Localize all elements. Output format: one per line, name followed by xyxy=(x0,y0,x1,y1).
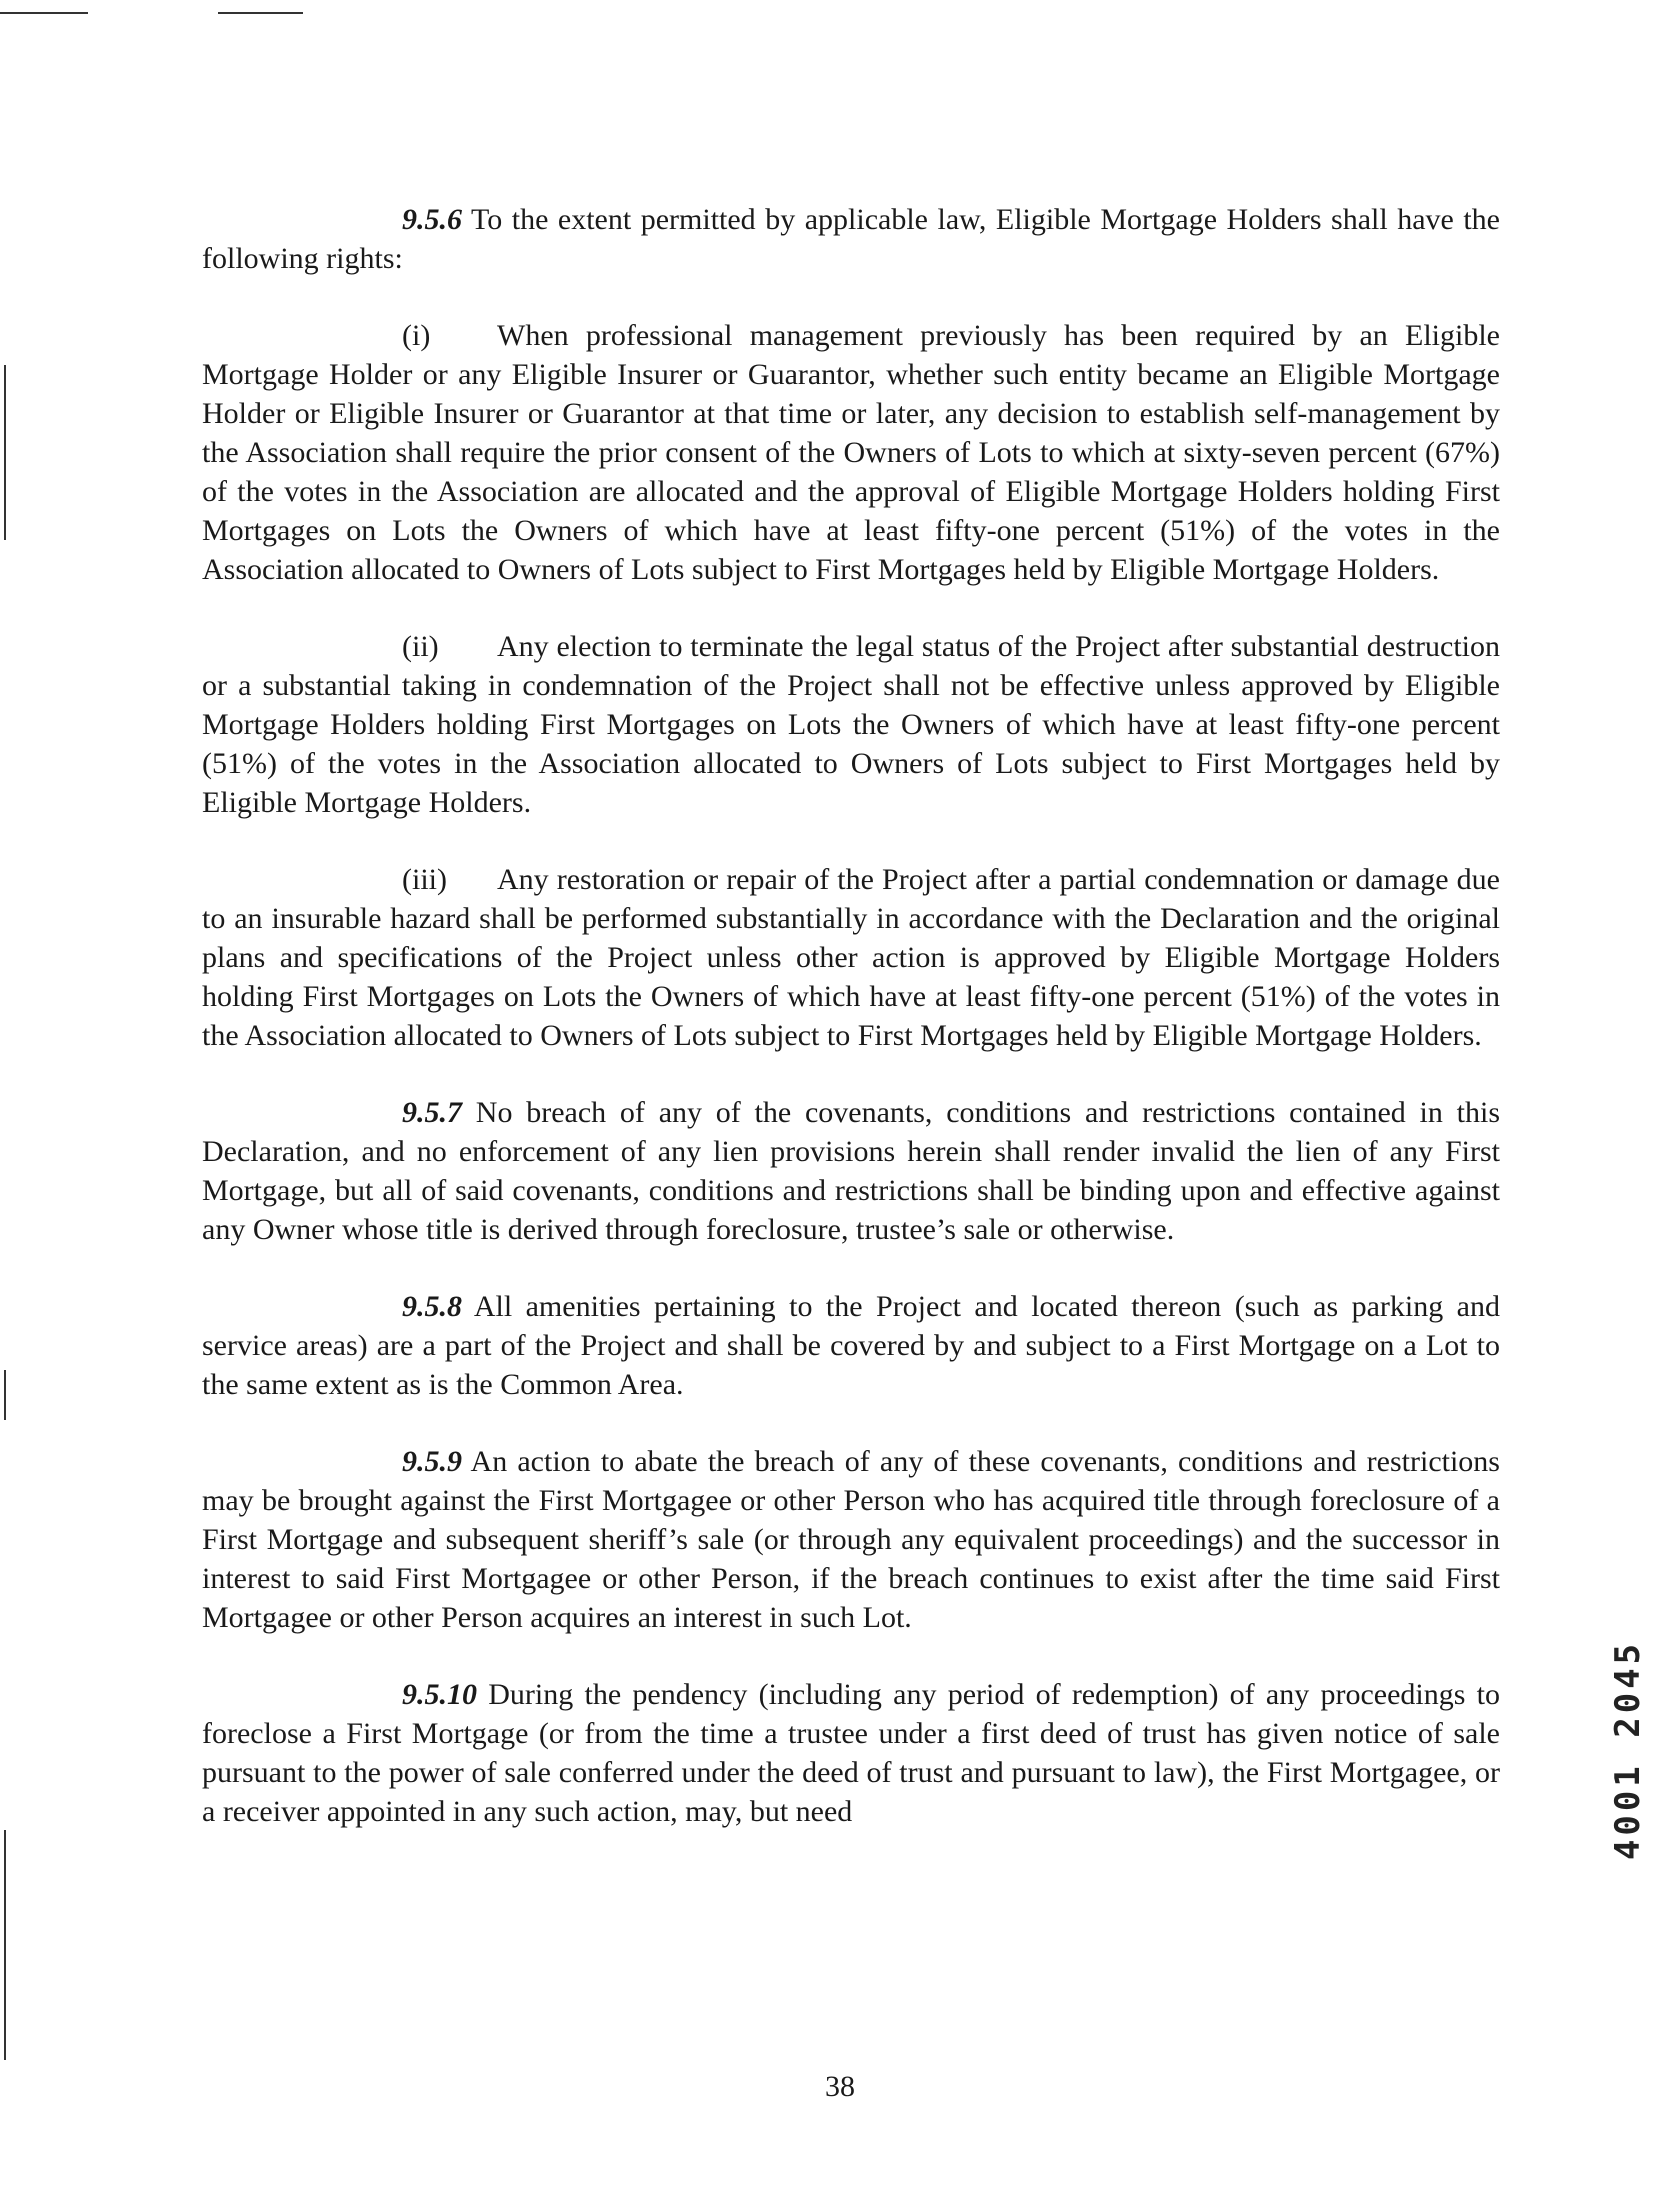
scan-mark-top xyxy=(218,12,303,14)
subsection-i xyxy=(202,316,1500,589)
subsection-text: Any election to terminate the legal status of the Project after substantial destruction or a substantial taking in condemnation of the Project shall not be effective unless approved by Eligible Mortgage Holders holding First Mortgages on Lots the Owners of which have at least fifty-one percent (51%) of the votes in the Association allocated to Owners of Lots subject to First Mortgages held by Eligible Mortgage Holders. xyxy=(202,630,1500,819)
scan-mark-left-1 xyxy=(4,365,6,540)
subsection-text: When professional management previously has been required by an Eligible Mortgage Holder or any Eligible Insurer or Guarantor, whether such entity became an Eligible Mortgage Holder or Eligible Insurer or Guarantor at that time or later, any decision to establish self-management by the Association shall require the prior consent of the Owners of Lots to which at sixty-seven percent (67%) of the votes in the Association are allocated and the approval of Eligible Mortgage Holders holding First Mortgages on Lots the Owners of which have at least fifty-one percent (51%) of the votes in the Association allocated to Owners of Lots subject to First Mortgages held by Eligible Mortgage Holders. xyxy=(202,319,1500,586)
subsection-number: (ii) xyxy=(402,630,439,663)
section-9-5-6 xyxy=(202,200,1500,278)
section-text: To the extent permitted by applicable law, Eligible Mortgage Holders shall have the following rights: xyxy=(202,203,1500,275)
section-number: 9.5.9 xyxy=(402,1445,462,1478)
scan-mark-left-2 xyxy=(4,1370,6,1420)
subsection-number: (iii) xyxy=(402,863,447,896)
section-9-5-8 xyxy=(202,1287,1500,1404)
section-9-5-10 xyxy=(202,1675,1500,1831)
subsection-ii xyxy=(202,627,1500,822)
section-text: An action to abate the breach of any of these covenants, conditions and restrictions may be brought against the First Mortgagee or other Person who has acquired title through foreclosure of a First Mortgage and subsequent sheriff’s sale (or through any equivalent proceedings) and the successor in interest to said First Mortgagee or other Person, if the breach continues to exist after the time said First Mortgagee or other Person acquires an interest in such Lot. xyxy=(202,1445,1500,1634)
section-9-5-7 xyxy=(202,1093,1500,1249)
document-body xyxy=(202,200,1500,1869)
recording-stamp xyxy=(1598,1560,1658,1940)
section-9-5-9 xyxy=(202,1442,1500,1637)
section-number: 9.5.10 xyxy=(402,1678,477,1711)
scan-mark-left-3 xyxy=(4,1830,6,2060)
section-text: During the pendency (including any period of redemption) of any proceedings to foreclose a First Mortgage (or from the time a trustee under a first deed of trust has given notice of sale pursuant to the power of sale conferred under the deed of trust and pursuant to law), the First Mortgagee, or a receiver appointed in any such action, may, but need xyxy=(202,1678,1501,1828)
subsection-number: (i) xyxy=(402,319,431,352)
section-number: 9.5.8 xyxy=(402,1290,462,1323)
recording-stamp-text: 4001 2045 xyxy=(1608,1639,1648,1861)
subsection-iii xyxy=(202,860,1500,1055)
section-text: All amenities pertaining to the Project and located thereon (such as parking and service areas) are a part of the Project and shall be covered by and subject to a First Mortgage on a Lot to the same extent as is the Common Area. xyxy=(202,1290,1500,1401)
section-number: 9.5.7 xyxy=(402,1096,462,1129)
subsection-text: Any restoration or repair of the Project after a partial condemnation or damage due to an insurable hazard shall be performed substantially in accordance with the Declaration and the original plans and specifications of the Project unless other action is approved by Eligible Mortgage Holders holding First Mortgages on Lots the Owners of which have at least fifty-one percent (51%) of the votes in the Association allocated to Owners of Lots subject to First Mortgages held by Eligible Mortgage Holders. xyxy=(202,863,1500,1052)
section-number: 9.5.6 xyxy=(402,203,462,236)
section-text: No breach of any of the covenants, conditions and restrictions contained in this Declaration, and no enforcement of any lien provisions herein shall render invalid the lien of any First Mortgage, but all of said covenants, conditions and restrictions shall be binding upon and effective against any Owner whose title is derived through foreclosure, trustee’s sale or otherwise. xyxy=(202,1096,1500,1246)
scan-mark-top-left xyxy=(0,12,88,14)
page-number: 38 xyxy=(825,2070,855,2103)
